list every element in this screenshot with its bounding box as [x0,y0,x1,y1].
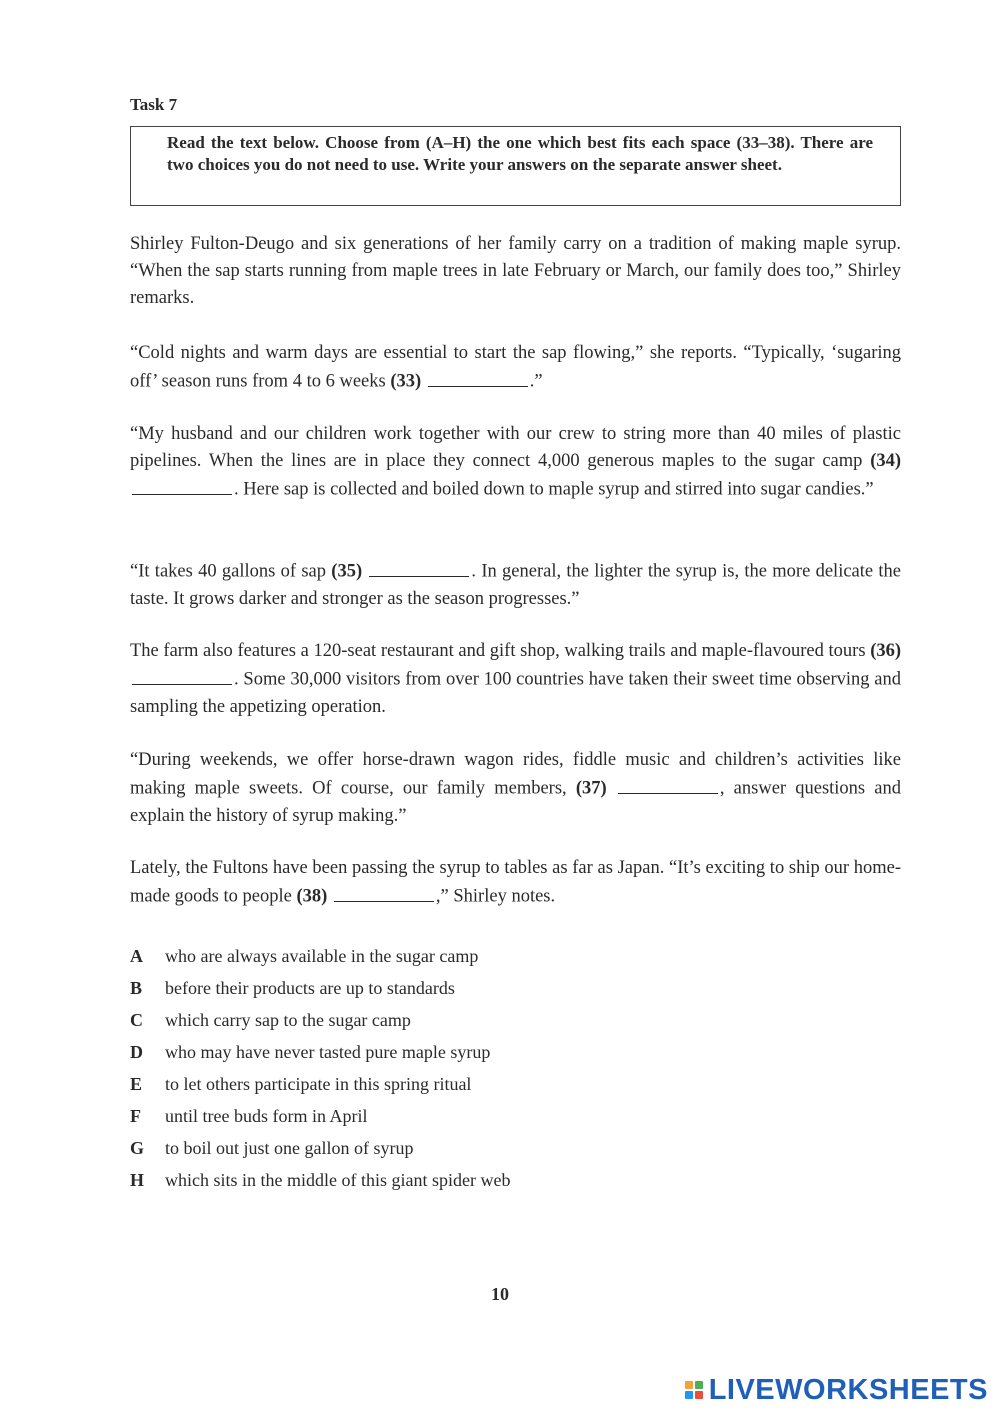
brand-watermark[interactable] [685,1374,988,1406]
option-e [130,1070,830,1102]
instructions-text: Read the text below. Choose from (A–H) the one which best fits each space (33–38). There are two choices you do not need to use. Write your answers on the separate answer sheet. [167,133,873,174]
paragraph-text: “My husband and our children work together with our crew to string more than 40 miles of plastic pipelines. When the lines are in place they connect 4,000 generous maples to the sugar camp [130,424,901,471]
paragraph-text: Shirley Fulton-Deugo and six generations of her family carry on a tradition of making maple syrup. “When the sap starts running from maple trees in late February or March, our family does too,” Shirley remarks. [130,234,901,308]
option-b [130,974,830,1006]
option-text: to let others participate in this spring ritual [165,1074,472,1094]
gap-number-38: (38) [296,886,328,907]
option-text: before their products are up to standards [165,978,455,998]
answer-blank-35[interactable] [369,557,469,577]
paragraph-text: “It takes 40 gallons of sap [130,561,326,582]
option-letter: F [130,1106,141,1126]
paragraph-text: Lately, the Fultons have been passing the syrup to tables as far as Japan. “It’s exciting to ship our home-made goods to people [130,858,901,907]
page-number: 10 [491,1284,509,1304]
gap-number-34: (34) [870,451,902,471]
logo-square [695,1381,703,1389]
paragraph-text: . Here sap is collected and boiled down to maple syrup and stirred into sugar candies.” [234,479,874,500]
paragraph-text: , answer questions and explain the history of syrup making.” [130,778,902,826]
gap-number-36: (36) [870,641,902,661]
answer-blank-37[interactable] [618,774,718,794]
paragraph-1 [130,231,901,312]
options-list [130,942,830,1198]
logo-square [685,1391,693,1399]
option-letter: H [130,1170,145,1190]
paragraph-2 [130,340,901,396]
option-letter: A [130,946,143,966]
option-text: which sits in the middle of this giant spider web [165,1170,511,1190]
answer-blank-34[interactable] [132,475,232,495]
instructions-box [130,126,901,206]
paragraph-text: .” [529,371,543,392]
gap-number-35: (35) [331,561,363,582]
paragraph-text: . In general, the lighter the syrup is, the more delicate the taste. It grows darker and stronger as the season progresses.” [130,561,902,609]
paragraph-4 [130,557,901,613]
option-letter: B [130,978,143,998]
paragraph-7 [130,855,901,911]
option-d [130,1038,830,1070]
option-text: who are always available in the sugar camp [165,946,479,966]
option-c [130,1006,830,1038]
paragraph-text: “During weekends, we offer horse-drawn wagon rides, fiddle music and children’s activities like making maple sweets. Of course, our family members, [130,750,901,799]
paragraph-text: ,” Shirley notes. [435,886,556,907]
paragraph-5 [130,638,901,721]
logo-square [685,1381,693,1389]
option-letter: D [130,1042,143,1062]
paragraph-text: . Some 30,000 visitors from over 100 countries have taken their sweet time observing and sampling the appetizing operation. [130,669,901,717]
answer-blank-38[interactable] [334,882,434,902]
answer-blank-36[interactable] [132,665,232,685]
option-letter: G [130,1138,145,1158]
option-text: who may have never tasted pure maple syrup [165,1042,491,1062]
paragraph-text: The farm also features a 120-seat restaurant and gift shop, walking trails and maple-flavoured tours [130,641,866,661]
answer-blank-33[interactable] [428,367,528,387]
paragraph-6 [130,747,901,830]
option-a [130,942,830,974]
brand-name: LIVEWORKSHEETS [708,1373,988,1406]
option-text: to boil out just one gallon of syrup [165,1138,414,1158]
paragraph-3 [130,421,901,504]
gap-number-37: (37) [575,778,607,799]
paragraph-text: “Cold nights and warm days are essential to start the sap flowing,” she reports. “Typically, ‘sugaring off’ season runs from 4 to 6 weeks [130,343,901,392]
option-letter: E [130,1074,143,1094]
option-text: which carry sap to the sugar camp [165,1010,411,1030]
option-letter: C [130,1010,143,1030]
liveworksheets-logo-icon [685,1381,703,1399]
option-g [130,1134,830,1166]
option-h [130,1166,830,1198]
option-f [130,1102,830,1134]
gap-number-33: (33) [390,371,422,392]
task-title: Task 7 [130,95,178,114]
option-text: until tree buds form in April [165,1106,368,1126]
logo-square [695,1391,703,1399]
